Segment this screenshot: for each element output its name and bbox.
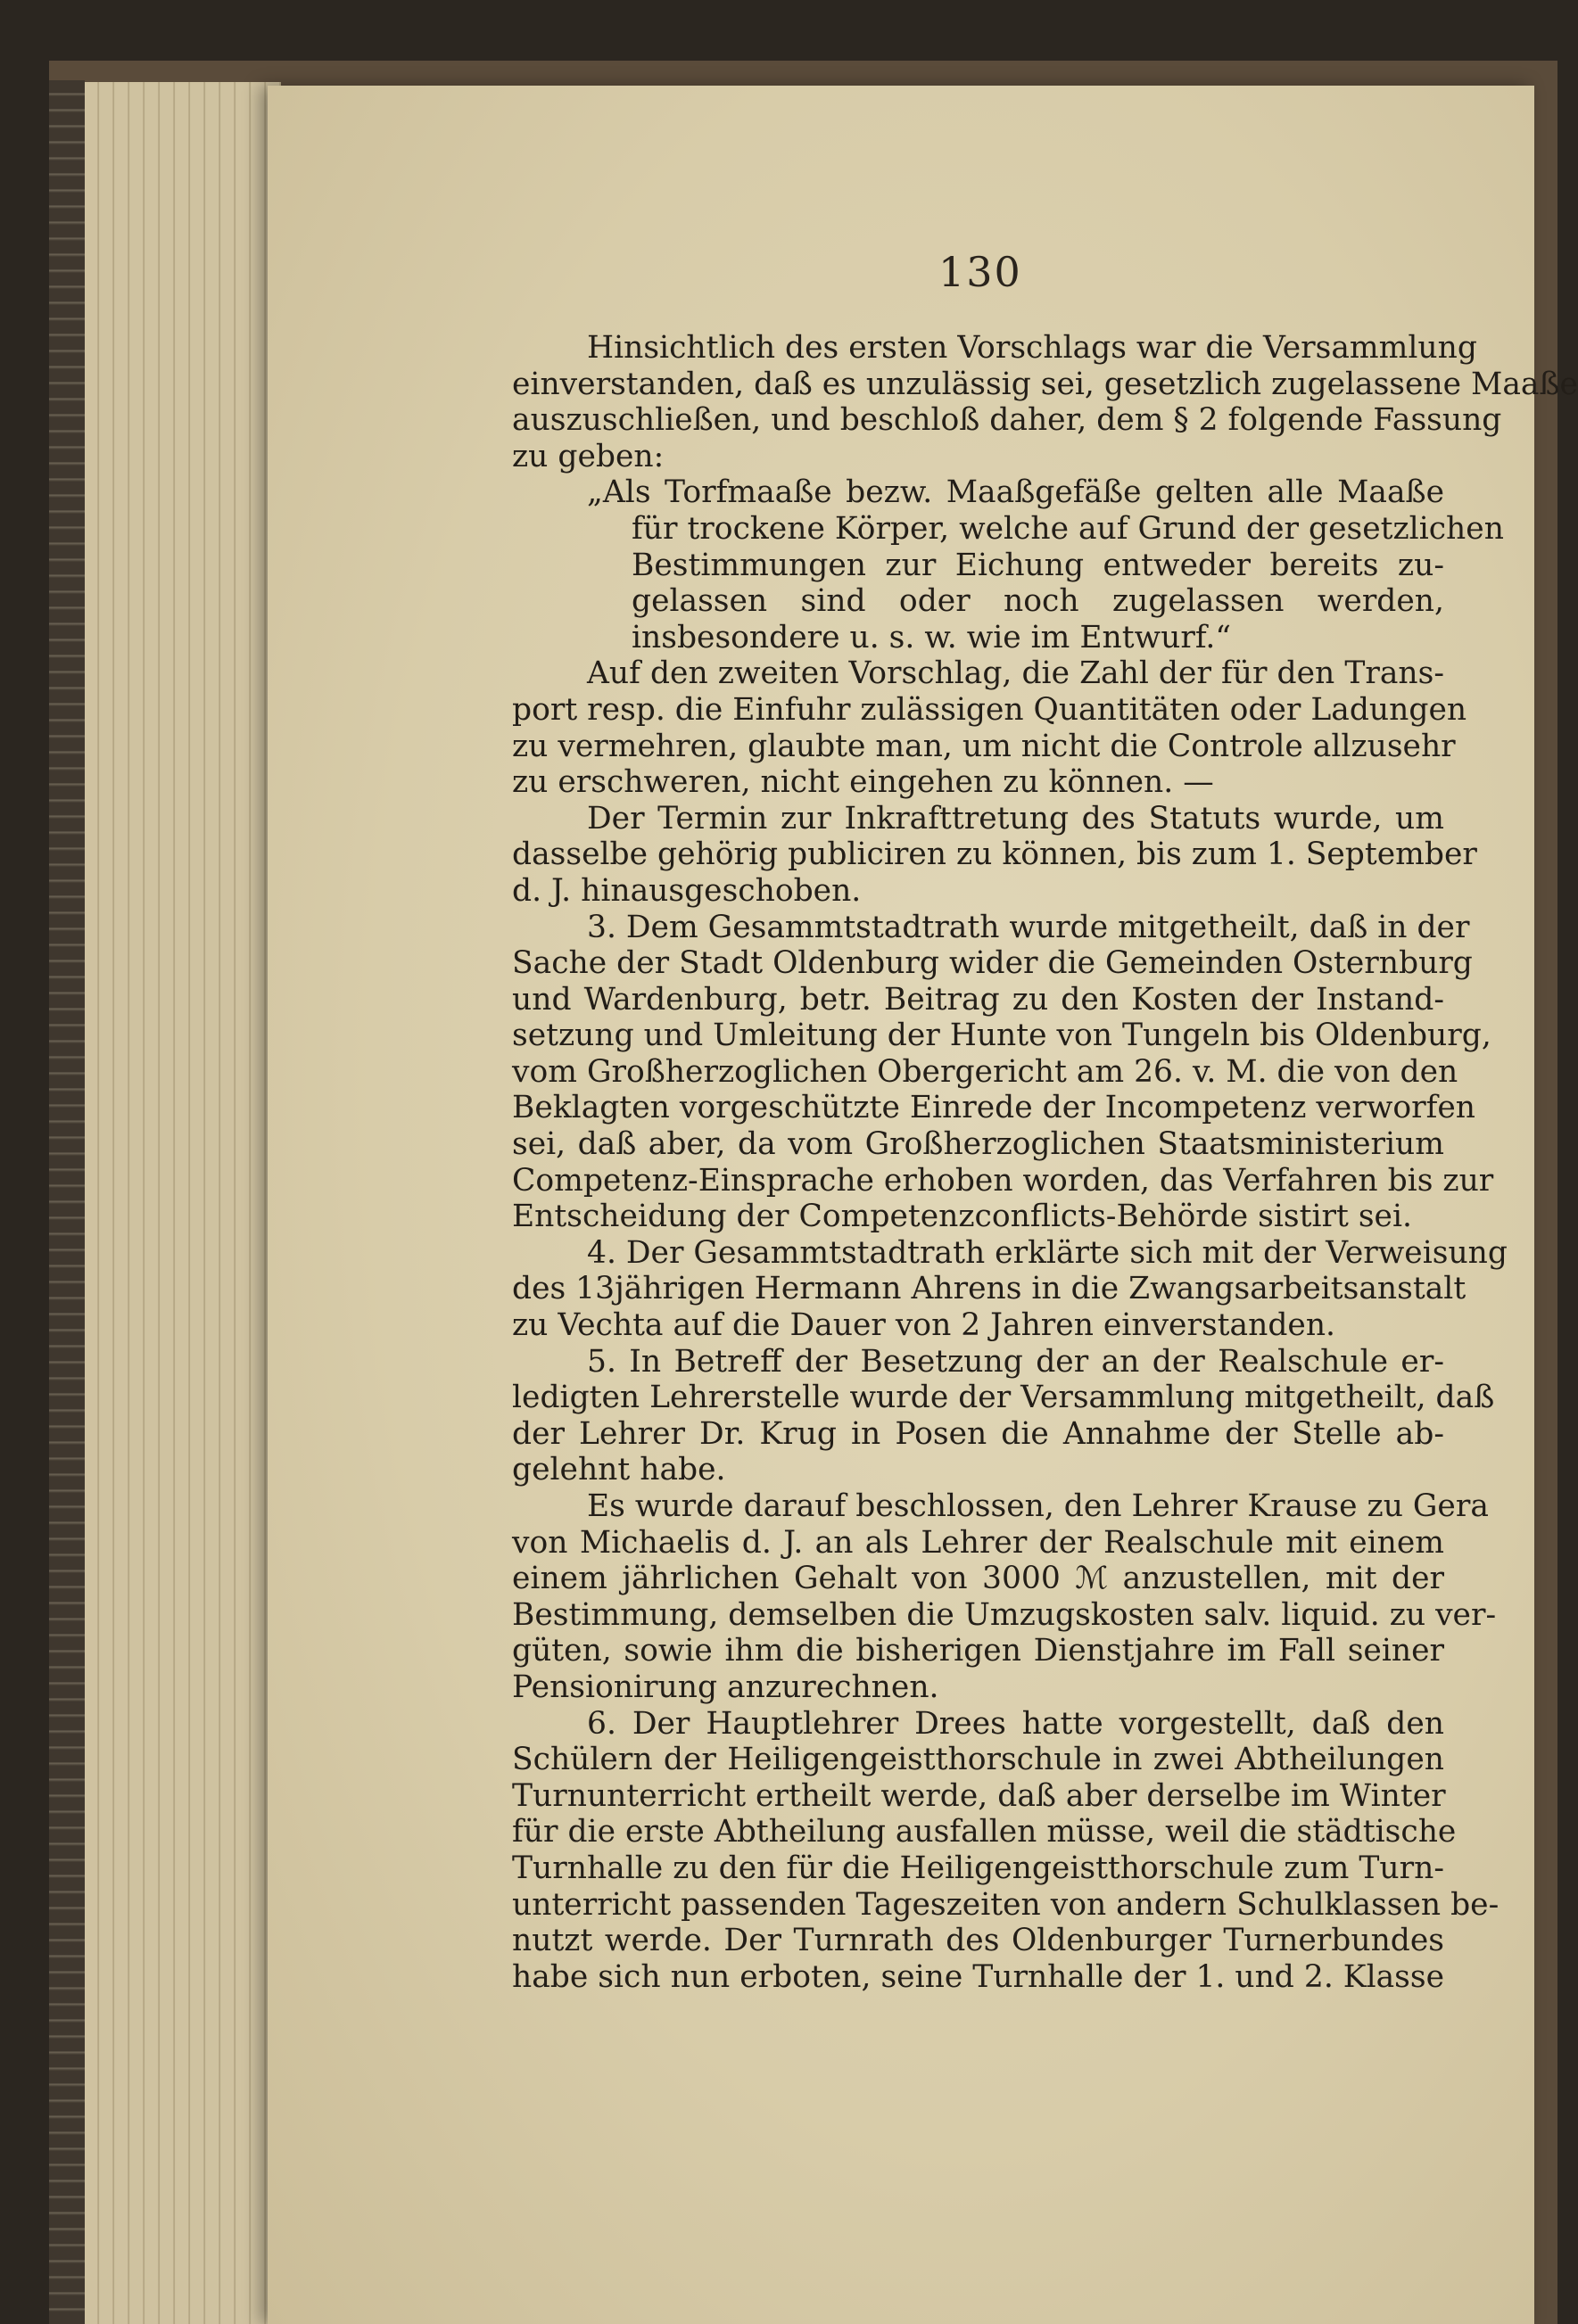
text-line: insbesondere u. s. w. wie im Entwurf.“: [632, 619, 1232, 655]
text-line: 3. Dem Gesammtstadtrath wurde mitgetheilt, daß in der: [587, 909, 1470, 945]
text-line: zu erschweren, nicht eingehen zu können. —: [512, 764, 1214, 801]
text-line: Bestimmungen zur Eichung entweder bereits zu-: [632, 547, 1444, 583]
text-line: dasselbe gehörig publiciren zu können, bis zum 1. September: [512, 836, 1477, 873]
text-line: vom Großherzoglichen Obergericht am 26. v. M. die von den: [512, 1053, 1458, 1090]
text-line: setzung und Umleitung der Hunte von Tungeln bis Oldenburg,: [512, 1018, 1491, 1054]
text-line: für die erste Abtheilung ausfallen müsse, weil die städtische: [512, 1814, 1457, 1850]
text-line: des 13jährigen Hermann Ahrens in die Zwangsarbeitsanstalt: [512, 1271, 1466, 1307]
text-line: Schülern der Heiligengeistthorschule in zwei Abtheilungen: [512, 1742, 1444, 1778]
text-line: einverstanden, daß es unzulässig sei, gesetzlich zugelassene Maaße: [512, 366, 1578, 402]
text-line: unterricht passenden Tageszeiten von andern Schulklassen be-: [512, 1886, 1500, 1923]
text-line: „Als Torfmaaße bezw. Maaßgefäße gelten alle Maaße: [587, 474, 1444, 511]
text-line: Der Termin zur Inkrafttretung des Statuts wurde, um: [587, 800, 1444, 836]
text-line: sei, daß aber, da vom Großherzoglichen Staatsministerium: [512, 1126, 1444, 1163]
text-line: habe sich nun erboten, seine Turnhalle der 1. und 2. Klasse: [512, 1958, 1444, 1995]
text-line: der Lehrer Dr. Krug in Posen die Annahme der Stelle ab-: [512, 1415, 1444, 1452]
text-line: Competenz-Einsprache erhoben worden, das Verfahren bis zur: [512, 1162, 1494, 1199]
text-line: Pensionirung anzurechnen.: [512, 1669, 939, 1705]
book-spine: [49, 80, 85, 2324]
text-line: 6. Der Hauptlehrer Drees hatte vorgestellt, daß den: [587, 1705, 1444, 1742]
text-line: Hinsichtlich des ersten Vorschlags war die Versammlung: [587, 330, 1477, 366]
text-line: für trockene Körper, welche auf Grund der gesetzlichen: [632, 510, 1504, 547]
text-line: Es wurde darauf beschlossen, den Lehrer Krause zu Gera: [587, 1488, 1489, 1524]
text-line: 4. Der Gesammtstadtrath erklärte sich mit der Verweisung: [587, 1234, 1508, 1271]
page-edges: [85, 82, 281, 2324]
text-line: zu geben:: [512, 438, 665, 474]
text-line: auszuschließen, und beschloß daher, dem § 2 folgende Fassung: [512, 402, 1502, 439]
text-line: Entscheidung der Competenzconflicts-Behörde sistirt sei.: [512, 1199, 1412, 1235]
text-line: von Michaelis d. J. an als Lehrer der Realschule mit einem: [512, 1524, 1444, 1561]
text-line: zu Vechta auf die Dauer von 2 Jahren einverstanden.: [512, 1307, 1336, 1344]
text-line: d. J. hinausgeschoben.: [512, 872, 862, 909]
text-line: ledigten Lehrerstelle wurde der Versammlung mitgetheilt, daß: [512, 1380, 1495, 1416]
page-body-text: [512, 330, 1578, 1995]
text-line: zu vermehren, glaubte man, um nicht die Controle allzusehr: [512, 728, 1456, 764]
text-line: und Wardenburg, betr. Beitrag zu den Kosten der Instand-: [512, 981, 1444, 1018]
text-line: Beklagten vorgeschützte Einrede der Incompetenz verworfen: [512, 1090, 1476, 1126]
text-line: Sache der Stadt Oldenburg wider die Gemeinden Osternburg: [512, 945, 1473, 982]
text-line: Bestimmung, demselben die Umzugskosten salv. liquid. zu ver-: [512, 1596, 1497, 1633]
text-line: einem jährlichen Gehalt von 3000 ℳ anzustellen, mit der: [512, 1561, 1444, 1597]
text-line: gelehnt habe.: [512, 1452, 726, 1488]
text-line: Turnhalle zu den für die Heiligengeistthorschule zum Turn-: [512, 1850, 1444, 1886]
text-line: güten, sowie ihm die bisherigen Dienstjahre im Fall seiner: [512, 1633, 1444, 1669]
text-line: gelassen sind oder noch zugelassen werden,: [632, 583, 1444, 620]
page-number: 130: [938, 248, 1022, 296]
text-line: 5. In Betreff der Besetzung der an der Realschule er-: [587, 1343, 1444, 1380]
text-line: nutzt werde. Der Turnrath des Oldenburger Turnerbundes: [512, 1923, 1444, 1959]
text-line: Turnunterricht ertheilt werde, daß aber derselbe im Winter: [512, 1777, 1446, 1814]
text-line: Auf den zweiten Vorschlag, die Zahl der für den Trans-: [587, 655, 1444, 692]
text-line: port resp. die Einfuhr zulässigen Quantitäten oder Ladungen: [512, 691, 1467, 728]
